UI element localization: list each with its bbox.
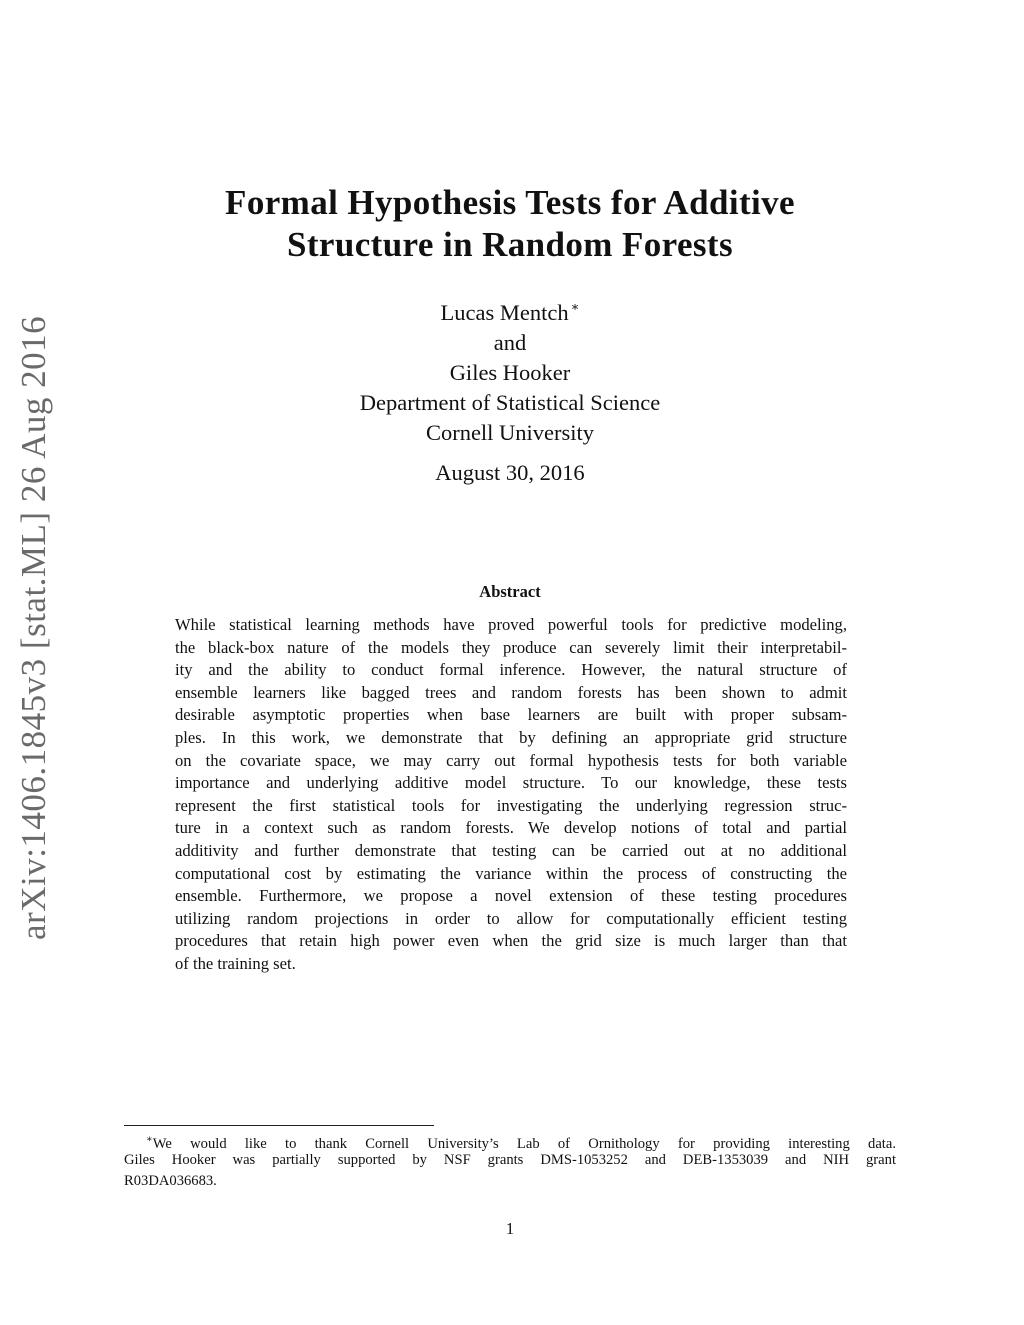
arxiv-margin-stamp: arXiv:1406.1845v3 [stat.ML] 26 Aug 2016 <box>14 315 53 940</box>
author-second: Giles Hooker <box>449 360 571 385</box>
abstract-line: on the covariate space, we may carry out formal hypothesis tests for both variable <box>175 750 847 770</box>
abstract-line: represent the first statistical tools for investigating the underlying regression struc- <box>175 795 847 815</box>
abstract-line: utilizing random projections in order to allow for computationally efficient testing <box>175 908 847 928</box>
footnote-line: R03DA036683. <box>124 1173 217 1189</box>
paper-date: August 30, 2016 <box>435 460 585 485</box>
author-department: Department of Statistical Science <box>359 390 661 415</box>
author-block <box>250 292 770 448</box>
footnote-line: Giles Hooker was partially supported by NSF grants DMS-1053252 and DEB-1353039 and NIH grant <box>124 1152 896 1168</box>
abstract-body <box>175 614 847 976</box>
abstract-line: the black-box nature of the models they produce can severely limit their interpretabil- <box>175 637 847 657</box>
page-number: 1 <box>505 1219 515 1238</box>
footnote-line-1-text: We would like to thank Cornell University’s Lab of Ornithology for providing interesting data. <box>152 1136 896 1152</box>
footnote <box>124 1129 896 1192</box>
abstract-line: computational cost by estimating the variance within the process of constructing the <box>175 863 847 883</box>
footnote-line <box>124 1129 896 1150</box>
abstract-line: ity and the ability to conduct formal inference. However, the natural structure of <box>175 660 847 680</box>
author-first: Lucas Mentch <box>440 300 569 325</box>
author-footnote-mark[interactable]: ∗ <box>570 299 580 314</box>
title-line-1: Formal Hypothesis Tests for Additive <box>225 183 795 222</box>
footnote-rule <box>124 1125 434 1126</box>
abstract-line: procedures that retain high power even when the grid size is much larger than that <box>175 931 847 951</box>
abstract-line: ples. In this work, we demonstrate that by defining an appropriate grid structure <box>175 727 847 747</box>
author-university: Cornell University <box>425 420 595 445</box>
abstract-line: of the training set. <box>175 953 296 973</box>
abstract-line: While statistical learning methods have proved powerful tools for predictive modeling, <box>175 615 847 634</box>
title-line-2: Structure in Random Forests <box>286 225 734 264</box>
paper-title <box>150 182 870 266</box>
abstract-line: additivity and further demonstrate that testing can be carried out at no additional <box>175 840 847 860</box>
abstract-line: importance and underlying additive model structure. To our knowledge, these tests <box>175 773 847 793</box>
abstract-line: ensemble. Furthermore, we propose a novel extension of these testing procedures <box>175 886 847 906</box>
author-line-1 <box>250 292 770 328</box>
footnote-mark: ∗ <box>146 1134 153 1145</box>
author-conjunction: and <box>493 330 527 355</box>
abstract-line: ensemble learners like bagged trees and random forests has been shown to admit <box>175 682 847 702</box>
abstract-heading: Abstract <box>479 582 541 601</box>
abstract-line: ture in a context such as random forests. We develop notions of total and partial <box>175 818 847 838</box>
abstract-line: desirable asymptotic properties when base learners are built with proper subsam- <box>175 705 847 725</box>
